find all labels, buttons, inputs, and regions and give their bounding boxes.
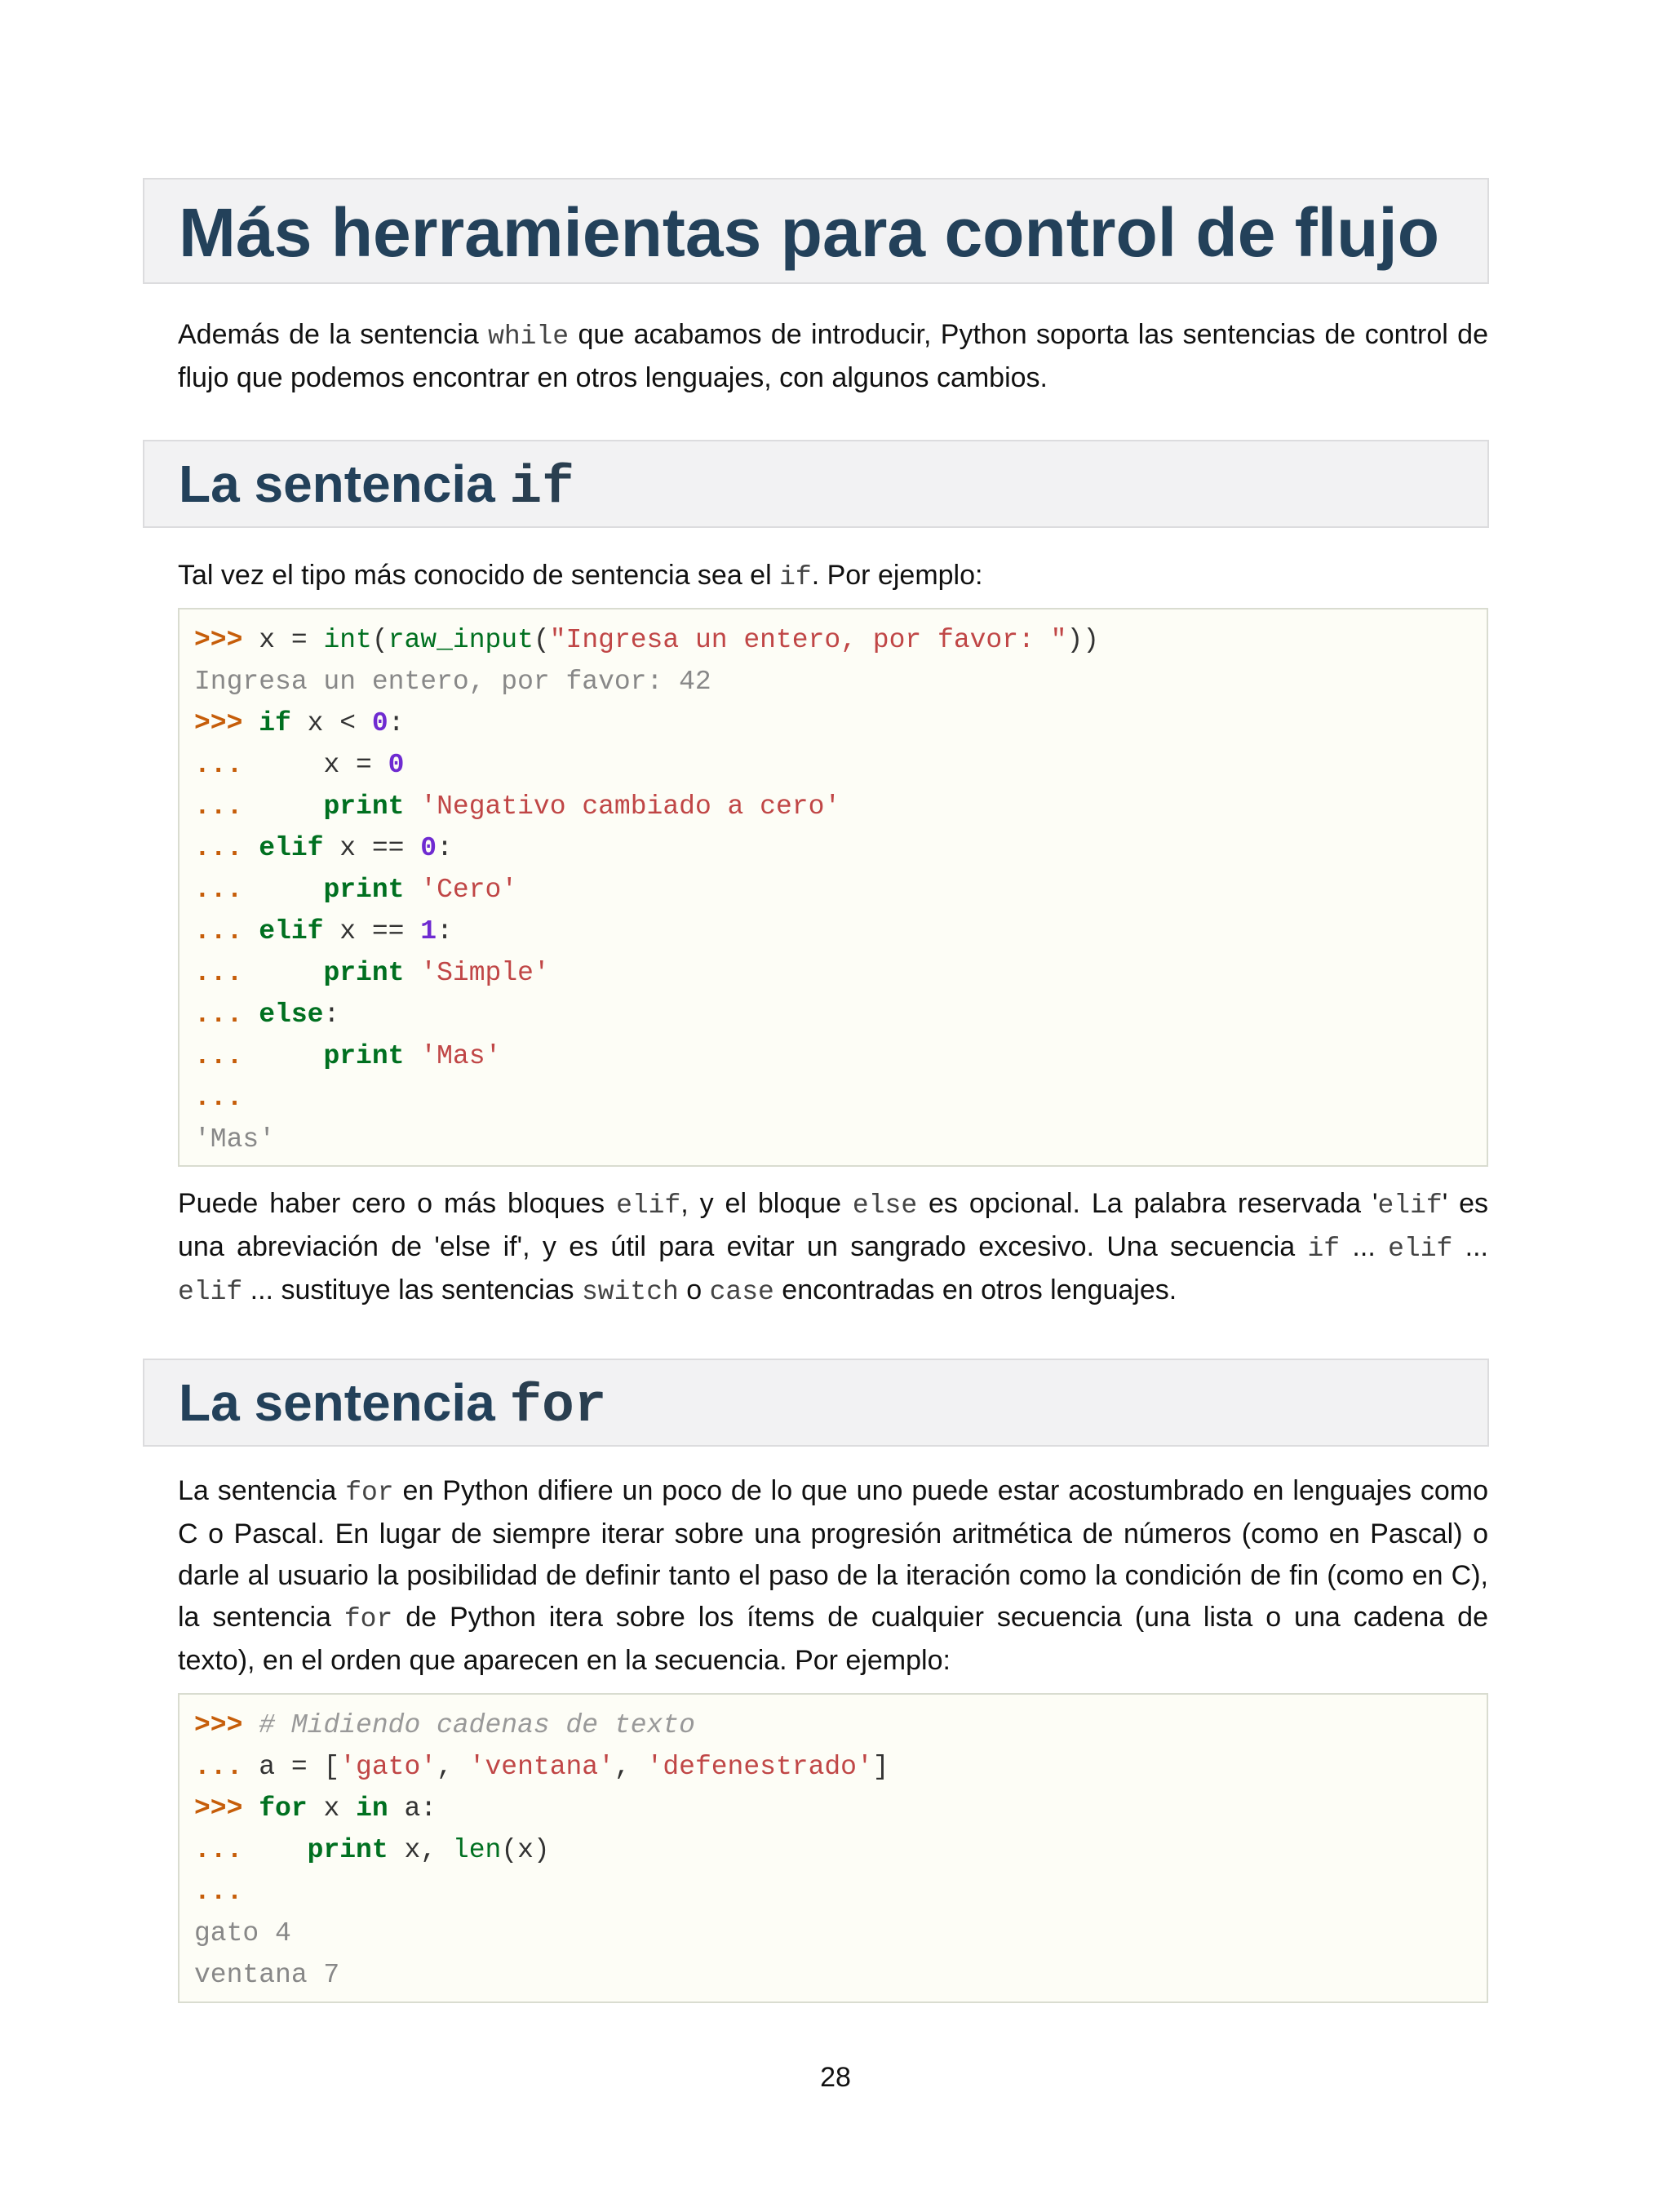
if-lead-paragraph: Tal vez el tipo más conocido de sentencia sea el if. Por ejemplo: [178, 560, 983, 592]
title-banner [143, 178, 1489, 284]
code-line: ... x = 0 [194, 750, 405, 780]
if-code-block [178, 608, 1488, 1167]
code-line: ... print 'Cero' [194, 875, 518, 905]
code-line: ... elif x == 0: [194, 833, 453, 863]
page-title: Más herramientas para control de flujo [179, 194, 1440, 271]
code-line: ... print 'Negativo cambiado a cero' [194, 791, 841, 822]
code-line: ... else: [194, 1000, 340, 1030]
code-line: >>> # Midiendo cadenas de texto [194, 1710, 695, 1740]
code-line: >>> if x < 0: [194, 708, 405, 738]
for-section-banner [143, 1359, 1489, 1447]
code-output-line: gato 4 [194, 1918, 291, 1948]
code-output-line: Ingresa un entero, por favor: 42 [194, 667, 711, 697]
code-line: >>> x = int(raw_input("Ingresa un entero, por favor: ")) [194, 625, 1100, 655]
page-number: 28 [820, 2062, 851, 2093]
intro-line-2: flujo que podemos encontrar en otros lenguajes, con algunos cambios. [178, 362, 1048, 393]
code-line: ... print 'Simple' [194, 958, 550, 988]
code-line: ... elif x == 1: [194, 916, 453, 946]
for-paragraph: La sentencia for en Python difiere un poco de lo que uno puede estar acostumbrado en lenguajes como C o Pascal. En lugar de siempre iterar sobre una progresión aritmética de números (como en Pascal) o darle al usuario la posibilidad de definir tanto el paso de la iteración como la condición de fin (como en C), la sentencia for de Python itera sobre los ítems de cualquier secuencia (una lista o una cadena de texto), en el orden que aparecen en la secuencia. Por ejemplo: [178, 1475, 1489, 1676]
code-output-line: ventana 7 [194, 1960, 340, 1990]
if-section-heading: La sentencia if [179, 454, 574, 518]
code-line: ... [194, 1877, 243, 1907]
intro-paragraph [178, 314, 1488, 399]
code-line: ... print 'Mas' [194, 1041, 502, 1071]
code-line: ... a = ['gato', 'ventana', 'defenestrado'] [194, 1752, 889, 1782]
if-section-banner [143, 440, 1489, 528]
for-code-block [178, 1693, 1488, 2003]
intro-line-1: Además de la sentencia while que acabamos de introducir, Python soporta las sentencias de control de [178, 319, 1488, 352]
if-explanation-paragraph: Puede haber cero o más bloques elif, y el bloque else es opcional. La palabra reservada 'elif' es una abreviación de 'else if', y es útil para evitar un sangrado excesivo. Una secuencia if ... elif ... elif ... sustituye las sentencias switch o case encontradas en otros lenguajes. [178, 1188, 1488, 1307]
for-section-heading: La sentencia for [179, 1373, 607, 1437]
code-line: >>> for x in a: [194, 1793, 437, 1824]
code-output-line: 'Mas' [194, 1124, 276, 1155]
code-line: ... print x, len(x) [194, 1835, 550, 1865]
code-line: ... [194, 1083, 243, 1113]
